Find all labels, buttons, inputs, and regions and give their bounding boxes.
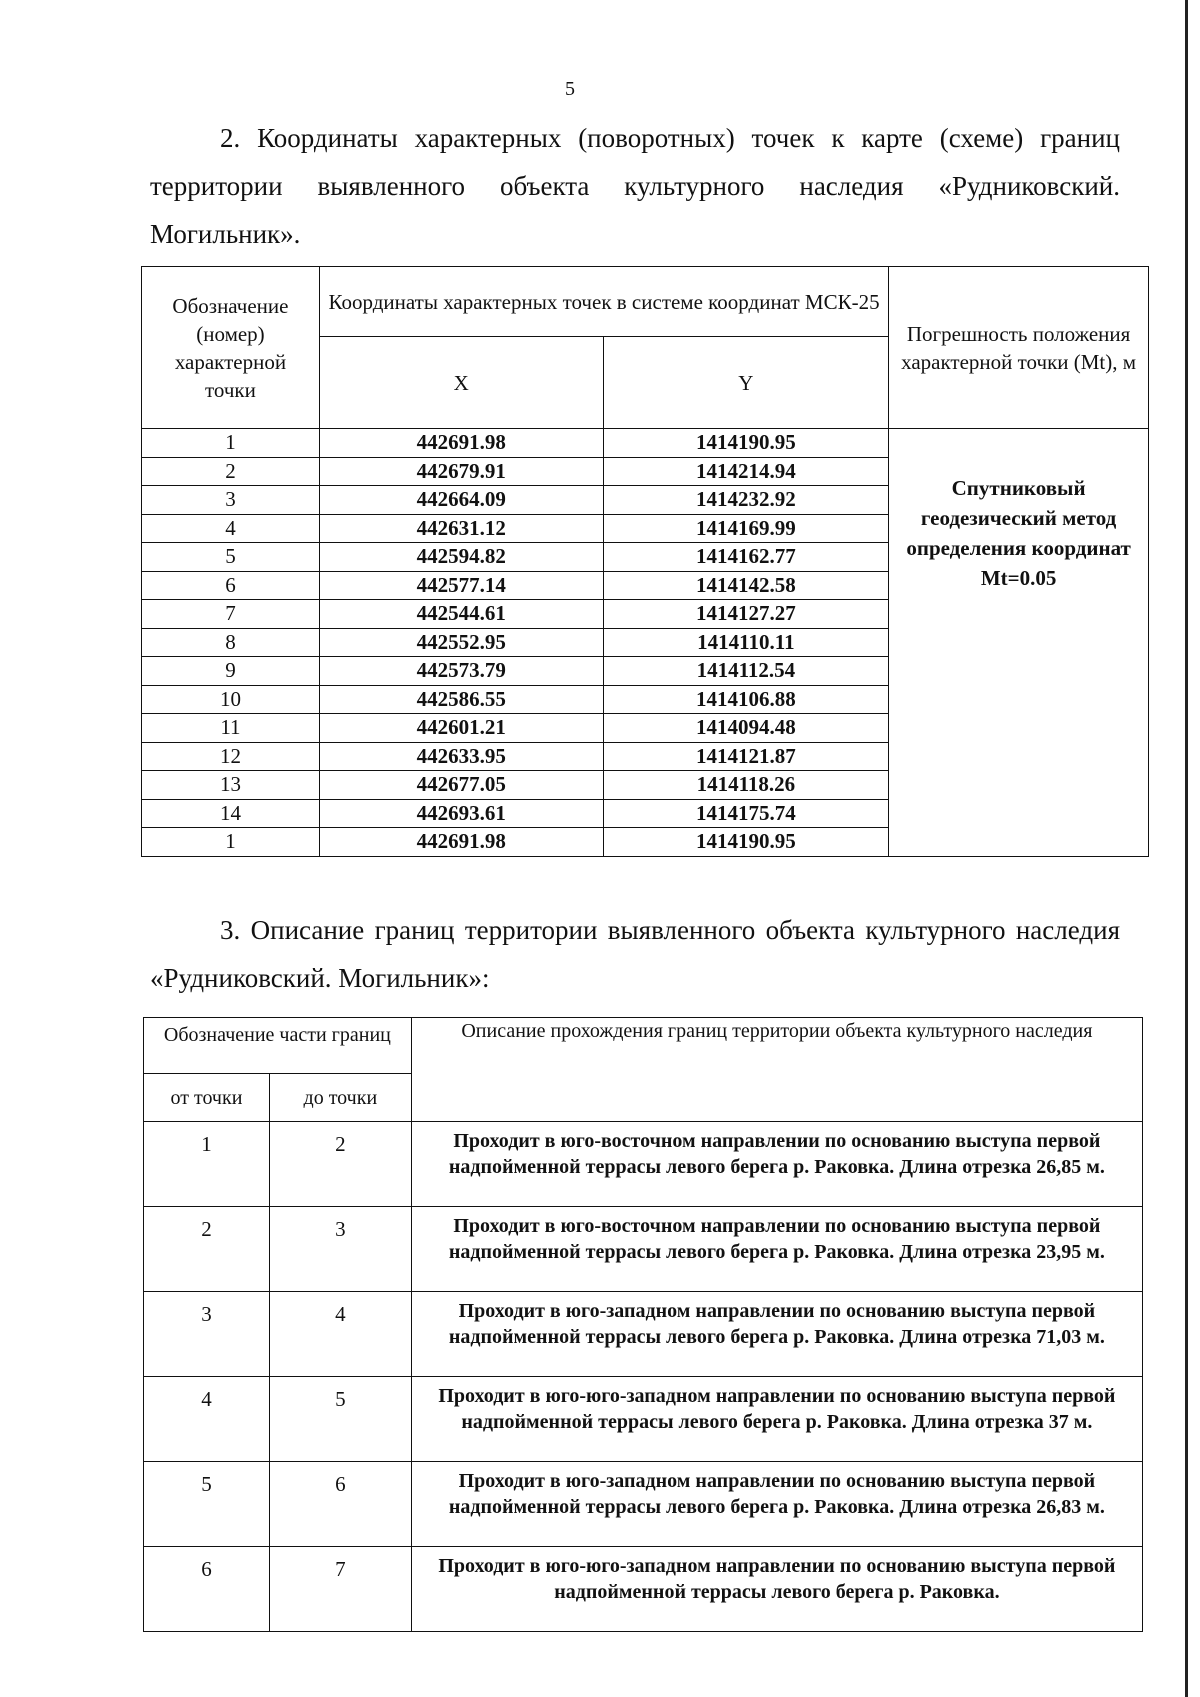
coord-y-cell: 1414110.11 — [603, 628, 889, 657]
coord-y-cell: 1414121.87 — [603, 742, 889, 771]
coord-x-cell: 442573.79 — [319, 657, 603, 686]
page-number: 5 — [565, 78, 575, 100]
from-point-cell: 5 — [144, 1462, 270, 1547]
point-number-cell: 1 — [142, 828, 320, 857]
point-number-cell: 12 — [142, 742, 320, 771]
from-point-cell: 2 — [144, 1207, 270, 1292]
from-point-cell: 4 — [144, 1377, 270, 1462]
point-number-cell: 1 — [142, 429, 320, 458]
coord-y-cell: 1414142.58 — [603, 571, 889, 600]
point-number-cell: 10 — [142, 685, 320, 714]
coord-x-cell: 442552.95 — [319, 628, 603, 657]
border-description-cell: Проходит в юго-восточном направлении по основанию выступа первой надпойменной террасы левого берега р. Раковка. Длина отрезка 26,85 м. — [411, 1122, 1142, 1207]
coord-y-cell: 1414175.74 — [603, 799, 889, 828]
section-2-heading-text: 2. Координаты характерных (поворотных) точек к карте (схеме) границ территории выявленного объекта культурного наследия «Рудниковский. Могильник». — [150, 123, 1120, 249]
header-to-point: до точки — [269, 1074, 411, 1122]
point-number-cell: 9 — [142, 657, 320, 686]
coord-x-cell: 442664.09 — [319, 486, 603, 515]
page-edge-line — [1185, 0, 1188, 1697]
section-3-heading-text: 3. Описание границ территории выявленного объекта культурного наследия «Рудниковский. Могильник»: — [150, 915, 1120, 993]
header-point-number: Обозначение (номер) характерной точки — [142, 267, 320, 429]
border-description-cell: Проходит в юго-западном направлении по основанию выступа первой надпойменной террасы левого берега р. Раковка. Длина отрезка 71,03 м. — [411, 1292, 1142, 1377]
header-border-part: Обозначение части границ — [144, 1018, 412, 1074]
section-3-heading — [150, 906, 1120, 1002]
coord-y-cell: 1414232.92 — [603, 486, 889, 515]
to-point-cell: 6 — [269, 1462, 411, 1547]
coord-y-cell: 1414112.54 — [603, 657, 889, 686]
point-number-cell: 2 — [142, 457, 320, 486]
table-row — [144, 1292, 1143, 1377]
point-number-cell: 8 — [142, 628, 320, 657]
border-description-cell: Проходит в юго-юго-западном направлении по основанию выступа первой надпойменной террасы левого берега р. Раковка. — [411, 1547, 1142, 1632]
coord-y-cell: 1414094.48 — [603, 714, 889, 743]
borders-description-table — [143, 1017, 1143, 1632]
coordinates-table — [141, 266, 1149, 857]
border-description-cell: Проходит в юго-восточном направлении по основанию выступа первой надпойменной террасы левого берега р. Раковка. Длина отрезка 23,95 м. — [411, 1207, 1142, 1292]
coord-y-cell: 1414106.88 — [603, 685, 889, 714]
coord-x-cell: 442601.21 — [319, 714, 603, 743]
from-point-cell: 1 — [144, 1122, 270, 1207]
coord-x-cell: 442691.98 — [319, 828, 603, 857]
from-point-cell: 6 — [144, 1547, 270, 1632]
table-row — [144, 1207, 1143, 1292]
coord-y-cell: 1414118.26 — [603, 771, 889, 800]
coord-x-cell: 442594.82 — [319, 543, 603, 572]
to-point-cell: 5 — [269, 1377, 411, 1462]
header-from-point: от точки — [144, 1074, 270, 1122]
point-number-cell: 6 — [142, 571, 320, 600]
table-row — [144, 1462, 1143, 1547]
border-description-cell: Проходит в юго-западном направлении по основанию выступа первой надпойменной террасы левого берега р. Раковка. Длина отрезка 26,83 м. — [411, 1462, 1142, 1547]
table-row — [144, 1122, 1143, 1207]
point-number-cell: 7 — [142, 600, 320, 629]
coord-y-cell: 1414169.99 — [603, 514, 889, 543]
header-coordinates: Координаты характерных точек в системе координат МСК-25 — [319, 267, 888, 337]
measurement-method-cell: Спутниковый геодезический метод определения координат Mt=0.05 — [889, 429, 1149, 857]
table-row — [144, 1547, 1143, 1632]
point-number-cell: 3 — [142, 486, 320, 515]
to-point-cell: 3 — [269, 1207, 411, 1292]
coord-y-cell: 1414214.94 — [603, 457, 889, 486]
point-number-cell: 11 — [142, 714, 320, 743]
header-x: X — [319, 337, 603, 429]
coord-x-cell: 442633.95 — [319, 742, 603, 771]
section-2-heading — [150, 114, 1120, 258]
coord-y-cell: 1414162.77 — [603, 543, 889, 572]
coord-x-cell: 442677.05 — [319, 771, 603, 800]
coord-x-cell: 442586.55 — [319, 685, 603, 714]
coord-x-cell: 442693.61 — [319, 799, 603, 828]
coord-y-cell: 1414190.95 — [603, 828, 889, 857]
coord-y-cell: 1414127.27 — [603, 600, 889, 629]
from-point-cell: 3 — [144, 1292, 270, 1377]
table-row — [142, 429, 1149, 458]
point-number-cell: 14 — [142, 799, 320, 828]
point-number-cell: 5 — [142, 543, 320, 572]
coord-x-cell: 442631.12 — [319, 514, 603, 543]
point-number-cell: 13 — [142, 771, 320, 800]
to-point-cell: 4 — [269, 1292, 411, 1377]
coord-x-cell: 442544.61 — [319, 600, 603, 629]
coord-x-cell: 442679.91 — [319, 457, 603, 486]
to-point-cell: 2 — [269, 1122, 411, 1207]
coord-y-cell: 1414190.95 — [603, 429, 889, 458]
to-point-cell: 7 — [269, 1547, 411, 1632]
point-number-cell: 4 — [142, 514, 320, 543]
header-border-description: Описание прохождения границ территории объекта культурного наследия — [411, 1018, 1142, 1122]
header-error: Погрешность положения характерной точки (Mt), м — [889, 267, 1149, 429]
table-row — [144, 1377, 1143, 1462]
border-description-cell: Проходит в юго-юго-западном направлении по основанию выступа первой надпойменной террасы левого берега р. Раковка. Длина отрезка 37 м. — [411, 1377, 1142, 1462]
coord-x-cell: 442691.98 — [319, 429, 603, 458]
coord-x-cell: 442577.14 — [319, 571, 603, 600]
header-y: Y — [603, 337, 889, 429]
